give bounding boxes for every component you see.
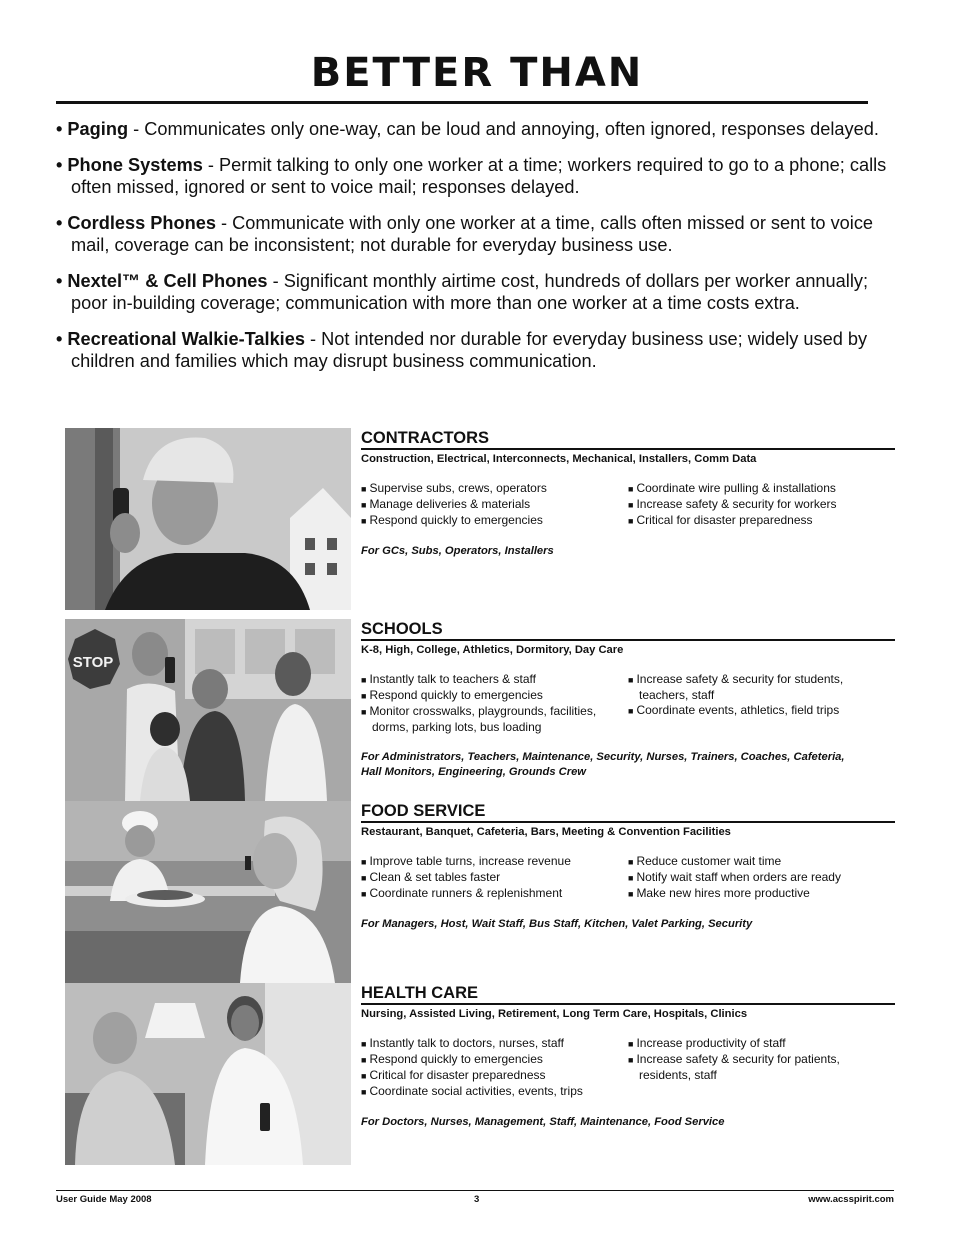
comparison-item-walkie-talkies	[56, 328, 906, 373]
section-contractors	[65, 428, 895, 610]
comparison-name: • Phone Systems	[56, 154, 203, 175]
section-audience: For GCs, Subs, Operators, Installers	[361, 544, 554, 557]
benefit-item: ■ Coordinate runners & replenishment	[361, 886, 628, 902]
comparison-list	[56, 118, 906, 386]
benefit-item: ■ Increase productivity of staff	[628, 1036, 895, 1052]
comparison-name: • Nextel™ & Cell Phones	[56, 270, 268, 291]
section-food-service	[65, 801, 895, 983]
comparison-desc: - Communicate with only one worker at a time, calls often missed or sent to voice mail, coverage can be inconsistent; not durable for everyday business use.	[71, 212, 874, 255]
comparison-desc: - Not intended nor durable for everyday business use; widely used by children and families which may disrupt business communication.	[71, 328, 868, 371]
benefits-right	[628, 481, 895, 529]
section-rule	[361, 821, 895, 823]
footer-rule	[56, 1190, 894, 1191]
benefit-item: ■ Coordinate wire pulling & installations	[628, 481, 895, 497]
footer-website-link[interactable]: www.acsspirit.com	[808, 1194, 894, 1205]
contractor-photo	[65, 428, 351, 610]
section-heading: FOOD SERVICE	[361, 802, 486, 820]
benefits-left	[361, 1036, 628, 1100]
page-title: BETTER THAN	[310, 50, 644, 96]
benefits-right	[628, 1036, 895, 1100]
benefit-item: ■ Increase safety & security for students, teachers, staff	[628, 672, 895, 703]
section-rule	[361, 1003, 895, 1005]
benefit-item: ■ Critical for disaster preparedness	[628, 513, 895, 529]
benefit-item: ■ Supervise subs, crews, operators	[361, 481, 628, 497]
section-heading: HEALTH CARE	[361, 984, 479, 1002]
benefit-item: ■ Reduce customer wait time	[628, 854, 895, 870]
comparison-desc: - Communicates only one-way, can be loud and annoying, often ignored, responses delayed.	[128, 119, 879, 139]
benefit-item: ■ Improve table turns, increase revenue	[361, 854, 628, 870]
food-service-photo	[65, 801, 351, 983]
section-health-care	[65, 983, 895, 1165]
section-subheading: Construction, Electrical, Interconnects, Mechanical, Installers, Comm Data	[361, 452, 757, 465]
benefits-left	[361, 854, 628, 902]
section-subheading: Nursing, Assisted Living, Retirement, Long Term Care, Hospitals, Clinics	[361, 1007, 748, 1020]
benefit-item: ■ Respond quickly to emergencies	[361, 513, 628, 529]
health-care-photo	[65, 983, 351, 1165]
title-rule	[56, 101, 868, 104]
comparison-name: • Recreational Walkie-Talkies	[56, 328, 305, 349]
benefit-item: ■ Notify wait staff when orders are ready	[628, 870, 895, 886]
section-subheading: K-8, High, College, Athletics, Dormitory, Day Care	[361, 643, 624, 656]
comparison-name: • Cordless Phones	[56, 212, 216, 233]
section-audience: For Doctors, Nurses, Management, Staff, Maintenance, Food Service	[361, 1115, 725, 1128]
benefits-left	[361, 672, 628, 735]
benefit-item: ■ Coordinate social activities, events, trips	[361, 1084, 628, 1100]
comparison-item-phone-systems	[56, 154, 906, 199]
benefit-item: ■ Coordinate events, athletics, field trips	[628, 703, 895, 719]
benefit-item: ■ Clean & set tables faster	[361, 870, 628, 886]
benefit-item: ■ Critical for disaster preparedness	[361, 1068, 628, 1084]
benefits-right	[628, 854, 895, 902]
comparison-item-cordless-phones	[56, 212, 906, 257]
benefit-item: ■ Increase safety & security for workers	[628, 497, 895, 513]
section-rule	[361, 639, 895, 641]
section-heading: SCHOOLS	[361, 620, 443, 638]
stop-sign-text: STOP	[72, 654, 114, 671]
footer-page-number: 3	[474, 1194, 480, 1205]
section-audience: For Administrators, Teachers, Maintenance, Security, Nurses, Trainers, Coaches, Cafeteria, Hall Monitors, Engineering, Grounds Crew	[361, 750, 845, 778]
benefit-item: ■ Make new hires more productive	[628, 886, 895, 902]
section-audience: For Managers, Host, Wait Staff, Bus Staff, Kitchen, Valet Parking, Security	[361, 917, 753, 930]
comparison-item-paging	[56, 118, 906, 141]
section-subheading: Restaurant, Banquet, Cafeteria, Bars, Meeting & Convention Facilities	[361, 825, 731, 838]
benefit-item: ■ Respond quickly to emergencies	[361, 1052, 628, 1068]
benefit-item: ■ Monitor crosswalks, playgrounds, facilities, dorms, parking lots, bus loading	[361, 704, 628, 735]
comparison-desc: - Significant monthly airtime cost, hundreds of dollars per worker annually; poor in-building coverage; communication with more than one worker at a time costs extra.	[71, 270, 869, 313]
benefit-item: ■ Instantly talk to doctors, nurses, staff	[361, 1036, 628, 1052]
benefits-right	[628, 672, 895, 735]
benefit-item: ■ Increase safety & security for patients, residents, staff	[628, 1052, 895, 1083]
section-rule	[361, 448, 895, 450]
comparison-name: • Paging	[56, 119, 129, 139]
section-heading: CONTRACTORS	[361, 429, 490, 447]
benefits-left	[361, 481, 628, 529]
footer-guide-date: User Guide May 2008	[56, 1194, 152, 1205]
schools-photo	[65, 619, 351, 801]
comparison-item-cell-phones	[56, 270, 906, 315]
comparison-desc: - Permit talking to only one worker at a time; workers required to go to a phone; calls often missed, ignored or sent to voice mail; responses delayed.	[71, 154, 887, 197]
benefit-item: ■ Respond quickly to emergencies	[361, 688, 628, 704]
section-schools	[65, 619, 895, 801]
benefit-item: ■ Manage deliveries & materials	[361, 497, 628, 513]
benefit-item: ■ Instantly talk to teachers & staff	[361, 672, 628, 688]
